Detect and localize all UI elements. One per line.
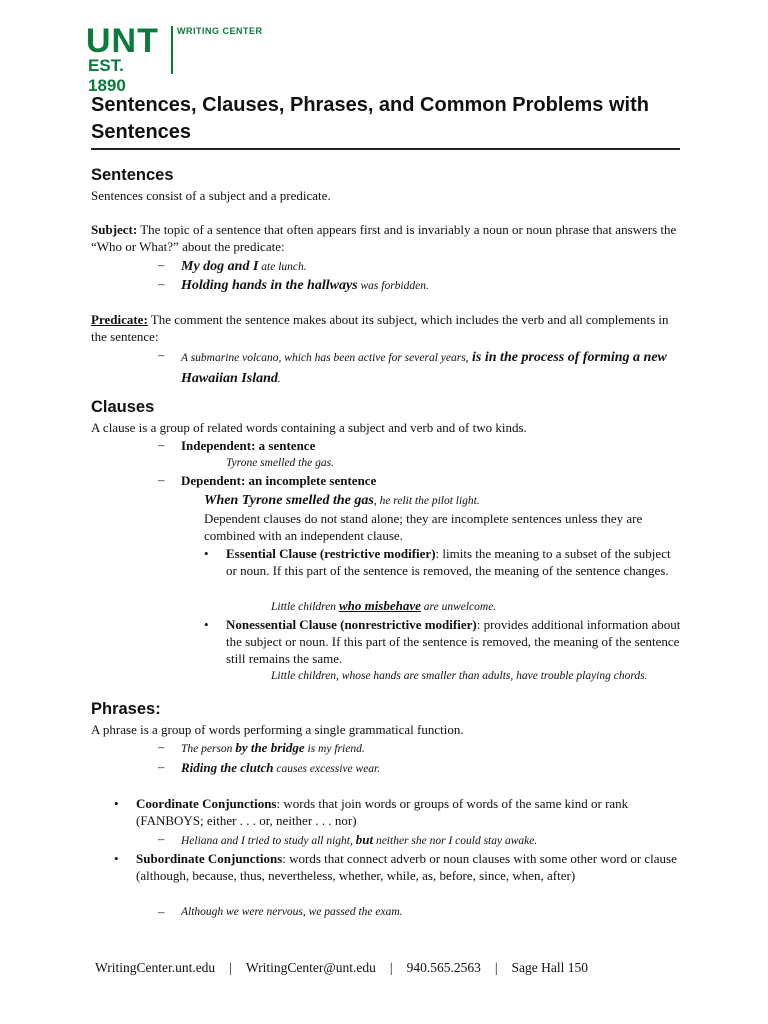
coordinate-example-conjunction: but [355,832,374,847]
dash-marker: – [158,437,165,452]
dash-marker: – [158,759,165,774]
sentences-intro: Sentences consist of a subject and a predicate. [91,188,331,203]
bullet-marker: • [204,617,209,632]
predicate-example-end: . [277,373,281,385]
predicate-text: The comment the sentence makes about its subject, which includes the verb and all complements in the sentence: [91,312,669,344]
phrase-example-1 [181,739,365,758]
phrase-example-2 [181,759,380,778]
dash-marker: – [158,831,165,846]
subordinate-example: Although we were nervous, we passed the exam. [181,906,403,918]
phrase-example-2-rest: causes excessive wear. [273,763,381,775]
logo-est-text: EST. 1890 [88,56,126,95]
dependent-example [204,491,480,510]
essential-example-c: are unwelcome. [420,601,497,613]
coordinate-example-a: Heliana and I tried to study all night, [181,835,356,847]
footer-phone: 940.565.2563 [406,960,481,975]
subject-definition [91,221,681,255]
subject-example-1-rest: ate lunch. [258,261,307,273]
footer-website-link[interactable]: WritingCenter.unt.edu [95,960,216,975]
essential-example-a: Little children [271,601,339,613]
subject-example-2-subject: Holding hands in the hallways [181,278,358,293]
nonessential-example: Little children, whose hands are smaller than adults, have trouble playing chords. [271,670,648,682]
footer-email-link[interactable]: WritingCenter@unt.edu [245,960,376,975]
title-rule [91,148,680,150]
footer-separator: | [389,960,393,975]
independent-example: Tyrone smelled the gas. [226,457,334,469]
nonessential-clause-label: Nonessential Clause (nonrestrictive modifier) [226,617,477,632]
heading-sentences: Sentences [91,166,174,184]
heading-clauses: Clauses [91,398,155,416]
dash-marker: – [158,347,165,362]
subject-example-2-rest: was forbidden. [357,280,429,292]
independent-clause: Independent: a sentence [181,438,316,453]
logo-writing-center: WRITING CENTER [177,26,263,36]
logo-divider [171,26,173,74]
subject-example-1 [181,257,307,276]
nonessential-clause-text: : provides additional information about the subject or noun. If this part of the sentence is removed, the meaning of the sentence still remains the same. [226,617,681,666]
coordinate-example [181,831,537,850]
subordinate-conjunctions-label: Subordinate Conjunctions [136,851,283,866]
dash-marker: – [158,739,165,754]
subject-example-1-subject: My dog and I [181,259,259,274]
subordinate-conjunctions [136,850,682,884]
dependent-clause: Dependent: an incomplete sentence [181,473,377,488]
phrase-example-2-phrase: Riding the clutch [181,760,274,775]
essential-example [271,597,496,616]
bullet-marker: • [114,796,119,811]
phrase-example-1-phrase: by the bridge [235,740,305,755]
essential-example-clause: who misbehave [338,598,421,613]
predicate-definition [91,311,681,345]
predicate-example-subject: A submarine volcano, which has been active for several years, [181,352,469,364]
essential-clause-label: Essential Clause (restrictive modifier) [226,546,436,561]
predicate-example-predicate: is in the process of forming a new Hawaiian Island [181,350,667,386]
coordinate-conjunctions [136,795,682,829]
subordinate-conjunctions-text: : words that connect adverb or noun clauses with some other word or clause (although, because, thus, nevertheless, whether, while, as, before, since, when, after) [136,851,677,883]
dash-marker: – [158,257,165,272]
logo-unt-text: UNT [86,22,159,60]
heading-phrases: Phrases: [91,700,161,718]
footer-separator: | [229,960,232,975]
coordinate-example-c: neither she nor I could stay awake. [373,835,538,847]
footer-location: Sage Hall 150 [511,960,589,975]
phrase-example-1-a: The person [181,743,236,755]
footer-separator: | [494,960,498,975]
predicate-label: Predicate: [91,312,148,327]
predicate-example [181,347,681,389]
subject-text: The topic of a sentence that often appears first and is invariably a noun or noun phrase that answers the “Who or What?” about the predicate: [91,222,677,254]
dash-marker: – [158,904,165,919]
essential-clause [226,545,682,579]
dash-marker: – [158,276,165,291]
nonessential-clause [226,616,682,667]
coordinate-conjunctions-label: Coordinate Conjunctions [136,796,277,811]
footer [95,960,588,976]
clauses-intro: A clause is a group of related words containing a subject and verb and of two kinds. [91,420,527,435]
coordinate-conjunctions-text: : words that join words or groups of words of the same kind or rank (FANBOYS; either . . . or, neither . . . nor) [136,796,629,828]
dash-marker: – [158,472,165,487]
subject-example-2 [181,276,429,295]
dependent-note: Dependent clauses do not stand alone; they are incomplete sentences unless they are combined with an independent clause. [204,511,643,543]
phrase-example-1-c: is my friend. [304,743,365,755]
dependent-example-clause: When Tyrone smelled the gas [204,493,374,508]
bullet-marker: • [204,546,209,561]
essential-clause-text: : limits the meaning to a subset of the subject or noun. If this part of the sentence is removed, the meaning of the sentence changes. [226,546,671,578]
phrases-intro: A phrase is a group of words performing a single grammatical function. [91,722,464,737]
dependent-example-rest: , he relit the pilot light. [373,495,480,507]
bullet-marker: • [114,851,119,866]
subject-label: Subject: [91,222,138,237]
page-title: Sentences, Clauses, Phrases, and Common Problems with Sentences [91,94,649,143]
